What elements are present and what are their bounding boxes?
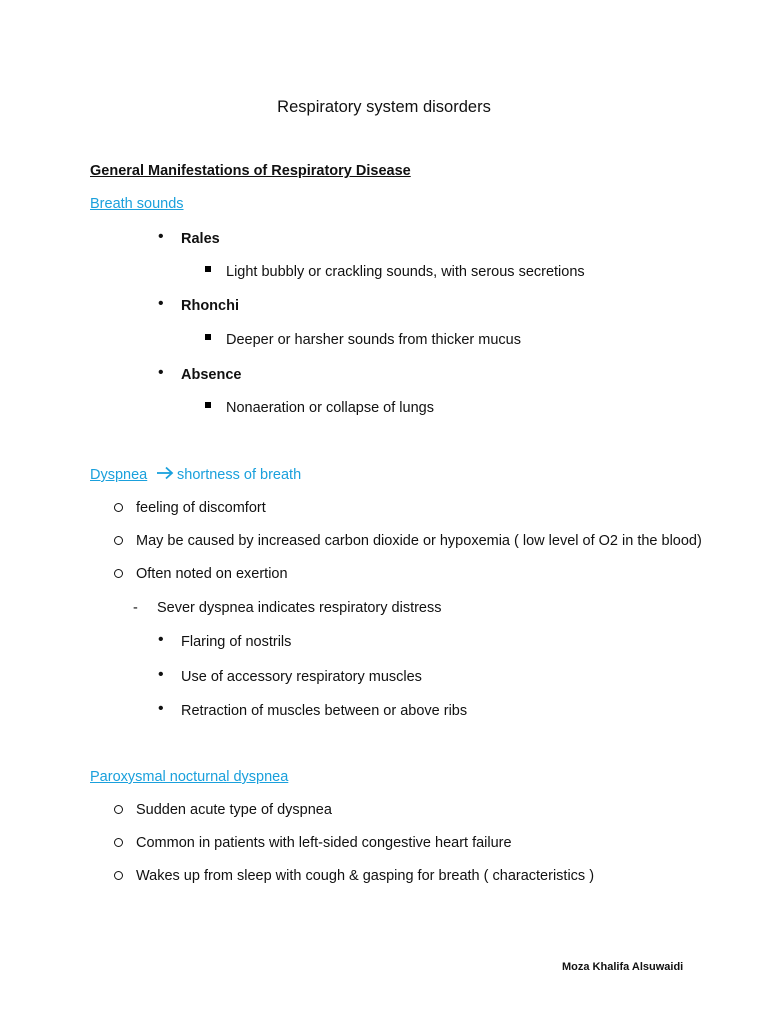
- bullet-icon: •: [158, 700, 164, 717]
- absence-label: Absence: [181, 367, 242, 383]
- pnd-item: Wakes up from sleep with cough & gasping for breath ( characteristics ): [136, 868, 595, 884]
- bullet-icon: •: [158, 631, 164, 648]
- rales-detail: Light bubbly or crackling sounds, with serous secretions: [226, 264, 585, 280]
- circle-bullet-icon: [114, 569, 123, 578]
- right-arrow-icon: [156, 466, 174, 480]
- circle-bullet-icon: [114, 805, 123, 814]
- dyspnea-item: Often noted on exertion: [136, 566, 288, 582]
- page-title: Respiratory system disorders: [277, 98, 491, 116]
- circle-bullet-icon: [114, 838, 123, 847]
- breath-sounds-heading: Breath sounds: [90, 196, 184, 212]
- sign-item: Retraction of muscles between or above ribs: [181, 703, 468, 719]
- pnd-item: Common in patients with left-sided congestive heart failure: [136, 835, 512, 851]
- circle-bullet-icon: [114, 871, 123, 880]
- dash-bullet-icon: -: [133, 600, 138, 616]
- sign-item: Use of accessory respiratory muscles: [181, 669, 422, 685]
- bullet-icon: •: [158, 364, 164, 381]
- bullet-icon: •: [158, 228, 164, 245]
- circle-bullet-icon: [114, 536, 123, 545]
- bullet-icon: •: [158, 666, 164, 683]
- square-bullet-icon: [205, 334, 211, 340]
- circle-bullet-icon: [114, 503, 123, 512]
- dyspnea-definition: shortness of breath: [177, 467, 302, 483]
- sign-item: Flaring of nostrils: [181, 634, 292, 650]
- rales-label: Rales: [181, 231, 220, 247]
- square-bullet-icon: [205, 402, 211, 408]
- rhonchi-detail: Deeper or harsher sounds from thicker mucus: [226, 332, 521, 348]
- dyspnea-item: May be caused by increased carbon dioxide or hypoxemia ( low level of O2 in the blood): [136, 533, 702, 549]
- bullet-icon: •: [158, 295, 164, 312]
- square-bullet-icon: [205, 266, 211, 272]
- dyspnea-item: feeling of discomfort: [136, 500, 266, 516]
- dyspnea-heading: Dyspnea: [90, 467, 148, 483]
- rhonchi-label: Rhonchi: [181, 298, 239, 314]
- severe-dyspnea-item: Sever dyspnea indicates respiratory distress: [157, 600, 442, 616]
- pnd-heading: Paroxysmal nocturnal dyspnea: [90, 769, 289, 785]
- author-footer: Moza Khalifa Alsuwaidi: [562, 961, 684, 973]
- absence-detail: Nonaeration or collapse of lungs: [226, 400, 434, 416]
- general-heading: General Manifestations of Respiratory Disease: [90, 163, 411, 179]
- pnd-item: Sudden acute type of dyspnea: [136, 802, 332, 818]
